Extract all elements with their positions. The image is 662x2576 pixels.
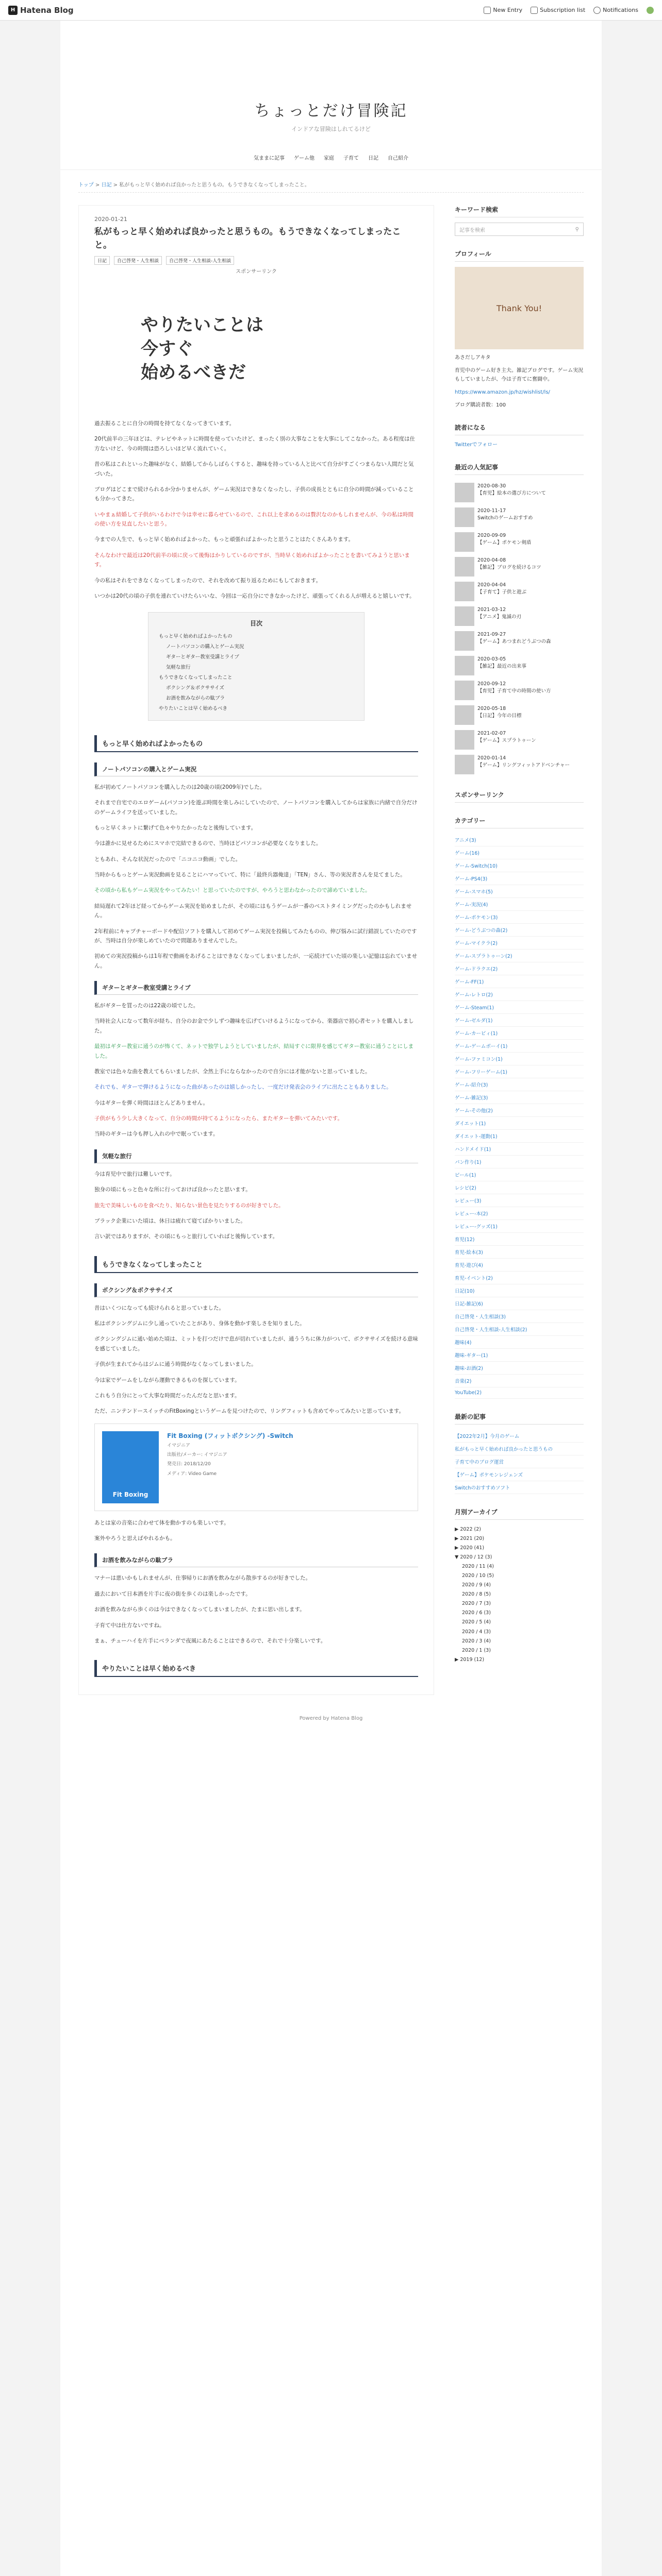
recent-item[interactable]: 2020-11-17 Switchのゲームおすすめ	[455, 505, 584, 530]
nav-item[interactable]: 自己紹介	[388, 156, 408, 161]
list-icon	[531, 7, 538, 14]
category-item[interactable]: ゲーム-フリーゲーム(1)	[455, 1065, 584, 1078]
subsection-heading: お酒を飲みながらの駄ブラ	[94, 1553, 418, 1567]
avatar[interactable]	[647, 7, 654, 14]
breadcrumb-cat[interactable]: 日記	[101, 182, 112, 188]
category-item[interactable]: ゲーム-Steam(1)	[455, 1001, 584, 1014]
sidebar	[455, 205, 584, 1695]
category-item[interactable]: ゲーム-レトロ(2)	[455, 988, 584, 1001]
nav-item[interactable]: 子育て	[343, 156, 359, 161]
footer: Powered by Hatena Blog	[299, 1716, 363, 1722]
thumbnail	[455, 606, 474, 626]
archive-item[interactable]: 2020 / 9 (4)	[462, 1582, 491, 1588]
category-item[interactable]: 趣味-お酒(2)	[455, 1362, 584, 1375]
breadcrumb-top[interactable]: トップ	[78, 182, 94, 188]
archive-item[interactable]: 2020 / 6 (3)	[462, 1610, 491, 1616]
sponsored-label: スポンサーリンク	[236, 269, 277, 275]
latest-item[interactable]: 私がもっと早く始めれば良かったと思うもの	[455, 1443, 584, 1455]
blog-description: インドアな冒険はしれてるけど	[291, 126, 371, 132]
breadcrumb-current: 私がもっと早く始めれば良かったと思うもの。もうできなくなってしまったこと。	[119, 182, 310, 188]
category-item[interactable]: ゲーム(16)	[455, 846, 584, 859]
category-item[interactable]: ゲーム-ドラクエ(2)	[455, 962, 584, 975]
archive-item[interactable]: ▼ 2020 / 12 (3)	[455, 1554, 492, 1561]
category-item[interactable]: 育児(12)	[455, 1233, 584, 1246]
thumbnail	[455, 656, 474, 675]
entry: 2020-01-21 私がもっと早く始めれば良かったと思うもの。もうできなくなってしまったこと。 日記 自己啓発・人生相談 自己啓発・人生相談-人生相談 スポンサーリンク やりたいことは 今すぐ 始めるべきだ 過去振ることに自分の時間を持てなくなってきています。 20代前半の三年ほどは、テレビやネットに時間を使っていたけど、まったく別の大事なことを大事にしてこなかった。ある程度は仕方ないけど、今の時間は恐ろしいほど早く流れていく。 昔の私はこれといった趣味がなく、結婚してからしばらくすると、趣味を持っている人と比べて自分がすごくつまらない人間だと気づいた。 ブログはどこまで続けられるか分かりませんが、ゲーム実況はできなくなったし、子供の成長とともに自分の時間が減っていることも分かってきた。 いやまぁ結婚して子供がいるわけで今は幸せに暮らせているので、これ以上を求めるのは贅沢なのかもしれませんが、今の私は時間の使い方を見直したいと思う。 今までの人生で、もっと早く始めればよかった、もっと頑張ればよかったと思うことはたくさんあります。 そんなわけで最近は20代前半の頃に戻って後悔はかりしているのですが、当時早く始めればよかったことを書いてみようと思います。 今の私はそれをできなくなってしまったので、それを改めて振り返るためにもしておきます。 いつかは20代の頃の子供を連れていけたらいいな、今回は一応自分にできなかったけど、頑張ってくれる人が増えると嬉しいです。 目次 もっと早く始めればよかったもの ノートパソコンの購入とゲーム実況 ギターとギター教室受講とライブ 気軽な旅行 もうできなくなってしまったこと ボクシング＆ボクササイズ お酒を飲みながらの駄ブラ やりたいことは早く始めるべき もっと早く始めればよかったもの ノートパソコンの購入とゲーム実況 私が初めてノートパソコンを購入したのは20歳の頃(2009年)でした。 それまで自宅でのエロゲーム(パソコン)を遊ぶ時間を楽しみにしていたので、ノートパソコンを購入してからは家族に内緒で自分だけのゲームライフを送っていました。 もっと早くネットに繋げて色々やりたかったなと後悔しています。 今は誰かに見せるためにスマホで完結できるので、当時ほどパソコンが必要なくなりました。 ともあれ、そんな状況だったので「ニコニコ動画」でした。 当時からもっとゲーム実況動画を見ることにハマっていて、特に「最終兵器俺達」「TEN」さん、等の実況者さんを見てました。 その頃から私もゲーム実況をやってみたい！と思っていたのですが、やろうと思わなかったので諦めていました。 結局遅れて2年ほど経ってからゲーム実況を始めましたが、その頃にはもうゲームが一番のベストタイミングだったのかもしれません。 2年程前にキャプチャーボードや配信ソフトを購入して初めてゲーム実況を投稿してみたものの、伸び悩みに試行錯誤していたのですが、当時は自分が楽しめていたので問題ありませんでした。 初めての実況投稿からは1年程で動画をあげることはできなくなってしまいましたが、一応続けていた頃の楽しい記憶は忘れていません。 ギターとギター教室受講とライブ 私がギターを買ったのは22歳の頃でした。 当時社会人になって数年が経ち、自分のお金で少しずつ趣味を広げていけるようになってから、楽器店で初心者セットを購入しました。 最初はギター教室に通うのが怖くて、ネットで独学しようとしていましたが、結局すぐに限界を感じてギター教室に通うことにしました。 教室では色々な曲を教えてもらいましたが、全然上手にならなかったので自分には才能がないと思っていました。 それでも、ギターで弾けるようになった曲があったのは嬉しかったし、一度だけ発表会のライブに出たこともありました。 今はギターを弾く時間はほとんどありません。 子供がもう少し大きくなって、自分の時間が持てるようになったら、またギターを弾いてみたいです。 当時のギターは今も押し入れの中で眠っています。 気軽な旅行 今は育児中で旅行は難しいです。 独身の頃にもっと色々な所に行っておけば良かったと思います。 旅先で美味しいものを食べたり、知らない景色を見たりするのが好きでした。 ブラック企業にいた頃は、休日は疲れて寝てばかりいました。 言い訳ではありますが、その頃にもっと旅行していればと後悔しています。 もうできなくなってしまったこと ボクシング＆ボクササイズ 昔はいくつになっても続けられると思っていました。 私はボクシングジムに少し通っていたことがあり、身体を動かす楽しさを知りました。 ボクシングジムに通い始めた頃は、ミットを打つだけで息が切れていましたが、通ううちに体力がついて、ボクササイズを続ける意味を感じていました。 子供が生まれてからはジムに通う時間がなくなってしまいました。 今は家でゲームをしながら運動できるものを探しています。 これもう自分にとって大事な時間だったんだなと思います。 ただ、ニンテンドースイッチのFitBoxingというゲームを見つけたので、リングフィットも含めてやってみたいと思っています。 Fit Boxing Fit Boxing (フィットボクシング) -Switch イマジニア 出版社/メーカー: イマジニア 発売日: 2018/12/20 メディア: Video Game あとは家の音楽に合わせて体を動かすのも楽しいです。 案外やろうと思えばやれるかも。 お酒を飲みながらの駄ブラ マナーは悪いかもしれませんが、仕事帰りにお酒を飲みながら散歩するのが好きでした。 過去において日本酒を片手に夜の街を歩くのは楽しかったです。 お酒を飲みながら歩くのは今はできなくなってしまいましたが、たまに思い出します。 子育て中は仕方ないですね。 まぁ、チューハイを片手にベランダで夜風にあたることはできるので、それで十分楽しいです。 やりたいことは早く始めるべき	[78, 205, 434, 1695]
category-item[interactable]: ゲーム-雑記(3)	[455, 1091, 584, 1104]
category-item[interactable]: ゲーム-その他(2)	[455, 1104, 584, 1117]
hatena-logo-icon: H	[8, 6, 18, 15]
entry-categories	[94, 256, 418, 265]
thumbnail	[455, 532, 474, 552]
toc-item[interactable]: ノートパソコンの購入とゲーム実況	[166, 644, 244, 650]
category-item[interactable]: ゲーム-マイクラ(2)	[455, 937, 584, 950]
subscription-link[interactable]: Subscription list	[531, 7, 585, 14]
nav-item[interactable]: 家庭	[324, 156, 334, 161]
category-tag[interactable]: 自己啓発・人生相談	[114, 256, 162, 265]
thumbnail	[455, 681, 474, 700]
category-item[interactable]: レシピ(2)	[455, 1181, 584, 1194]
blog-container	[60, 21, 602, 2576]
thumbnail	[455, 507, 474, 527]
latest-item[interactable]: 【2022年2月】今月のゲーム	[455, 1430, 584, 1443]
category-item[interactable]: 育児-遊び(4)	[455, 1259, 584, 1272]
category-item[interactable]: レビュー(3)	[455, 1194, 584, 1207]
category-item[interactable]: ダイエット-運動(1)	[455, 1130, 584, 1143]
category-item[interactable]: ゲーム-FF(1)	[455, 975, 584, 988]
recent-item[interactable]: 2021-09-27 【ゲーム】あつまれどうぶつの森	[455, 629, 584, 653]
sidebar-sponsored: スポンサーリンク	[455, 790, 584, 803]
search-title: キーワード検索	[455, 205, 584, 217]
toc-item[interactable]: ギターとギター教室受講とライブ	[166, 654, 239, 660]
category-item[interactable]: パン作り(1)	[455, 1156, 584, 1168]
archive-item[interactable]: 2020 / 4 (3)	[462, 1629, 491, 1635]
search-input[interactable]: 記事を検索 ⚲	[455, 223, 584, 236]
hatena-header	[0, 0, 662, 21]
product-image: Fit Boxing	[102, 1431, 159, 1503]
breadcrumb: トップ > 日記 > 私がもっと早く始めれば良かったと思うもの。もうできなくなってしまったこと。	[78, 180, 584, 193]
recent-item[interactable]: 2020-03-05 【雑記】最近の出来事	[455, 653, 584, 678]
latest-item[interactable]: 【ゲーム】ポケモンレジェンズ	[455, 1468, 584, 1481]
archive-item[interactable]: 2020 / 7 (3)	[462, 1601, 491, 1607]
toc-item[interactable]: もっと早く始めればよかったもの	[159, 634, 233, 640]
categories-title: カテゴリー	[455, 816, 584, 828]
search-icon[interactable]: ⚲	[575, 226, 579, 232]
category-item[interactable]: ゲーム-ゼルダ(1)	[455, 1014, 584, 1027]
category-item[interactable]: ゲーム-PS4(3)	[455, 872, 584, 885]
toc-title: 目次	[250, 620, 262, 628]
reader-count: ブログ購読者数：100	[455, 402, 506, 408]
subsection-heading: ギターとギター教室受講とライブ	[94, 981, 418, 995]
pencil-icon	[484, 7, 491, 14]
category-item[interactable]: ゲーム-ポケモン(3)	[455, 911, 584, 924]
entry-date[interactable]: 2020-01-21	[94, 216, 127, 223]
category-item[interactable]: 育児-イベント(2)	[455, 1272, 584, 1284]
thumbnail	[455, 631, 474, 651]
recent-item[interactable]: 2020-09-12 【育児】子育て中の時間の使い方	[455, 678, 584, 703]
thumbnail	[455, 483, 474, 502]
thumbnail	[455, 705, 474, 725]
new-entry-link[interactable]: New Entry	[484, 7, 522, 14]
profile-image: Thank You!	[455, 267, 584, 349]
category-item[interactable]: 趣味-ギター(1)	[455, 1349, 584, 1362]
nav-item[interactable]: 気ままに記事	[254, 156, 285, 161]
archive-list	[455, 1525, 584, 1665]
product-title[interactable]: Fit Boxing (フィットボクシング) -Switch	[167, 1432, 293, 1439]
profile-link[interactable]: https://www.amazon.jp/hz/wishlist/ls/	[455, 389, 550, 395]
entry-title[interactable]: 私がもっと早く始めれば良かったと思うもの。もうできなくなってしまったこと。	[94, 227, 401, 250]
category-item[interactable]: 自己啓発・人生相談-人生相談(2)	[455, 1323, 584, 1336]
toc-item[interactable]: やりたいことは早く始めるべき	[159, 705, 228, 711]
category-item[interactable]: レビュー-本(2)	[455, 1207, 584, 1220]
category-item[interactable]: ゲーム-カービィ(1)	[455, 1027, 584, 1040]
category-item[interactable]: 日記-雑記(6)	[455, 1297, 584, 1310]
product-card[interactable]: Fit Boxing Fit Boxing (フィットボクシング) -Switch イマジニア 出版社/メーカー: イマジニア 発売日: 2018/12/20 メディア: Video Game	[94, 1423, 418, 1511]
recent-item[interactable]: 2020-08-30 【育児】絵本の選び方について	[455, 480, 584, 505]
toc-item[interactable]: お酒を飲みながらの駄ブラ	[166, 695, 225, 701]
category-item[interactable]: 育児-絵本(3)	[455, 1246, 584, 1259]
toc-item[interactable]: ボクシング＆ボクササイズ	[166, 685, 224, 691]
archive-item[interactable]: 2020 / 10 (5)	[462, 1573, 494, 1579]
recent-item[interactable]: 2020-04-08 【雑記】ブログを続けるコツ	[455, 554, 584, 579]
table-of-contents	[148, 612, 365, 721]
archive-item[interactable]: 2020 / 5 (4)	[462, 1619, 491, 1625]
archive-item[interactable]: 2020 / 11 (4)	[462, 1564, 494, 1570]
archive-title: 月別アーカイブ	[455, 1507, 584, 1520]
twitter-follow[interactable]: Twitterでフォロー	[455, 442, 498, 448]
section-heading: もっと早く始めればよかったもの	[94, 735, 418, 752]
latest-item[interactable]: 子育て中のブログ運営	[455, 1455, 584, 1468]
recent-item[interactable]: 2020-01-14 【ゲーム】リングフィットアドベンチャー	[455, 752, 584, 777]
readers-title: 読者になる	[455, 423, 584, 435]
category-item[interactable]: ゲーム-紹介(3)	[455, 1078, 584, 1091]
category-tag[interactable]: 日記	[94, 256, 110, 265]
profile-text: 育児中のゲーム好き主夫。雑記ブログです。ゲーム実況もしていましたが、今は子育てに奮闘中。	[455, 368, 584, 382]
nav-item[interactable]: ゲーム他	[294, 156, 315, 161]
category-item[interactable]: ゲーム-どうぶつの森(2)	[455, 924, 584, 937]
section-heading: やりたいことは早く始めるべき	[94, 1660, 418, 1677]
archive-item[interactable]: ▶ 2019 (12)	[455, 1656, 485, 1663]
category-item[interactable]: 趣味(4)	[455, 1336, 584, 1349]
category-item[interactable]: 日記(10)	[455, 1284, 584, 1297]
latest-item[interactable]: Switchのおすすめソフト	[455, 1481, 584, 1494]
recent-item[interactable]: 2020-09-09 【ゲーム】ポケモン剣盾	[455, 530, 584, 554]
profile-title: プロフィール	[455, 249, 584, 262]
main-column	[78, 205, 434, 1695]
notifications-link[interactable]: Notifications	[593, 7, 638, 14]
section-heading: もうできなくなってしまったこと	[94, 1256, 418, 1273]
archive-item[interactable]: ▶ 2020 (41)	[455, 1545, 485, 1551]
latest-title: 最新の記事	[455, 1412, 584, 1425]
category-item[interactable]: YouTube(2)	[455, 1387, 584, 1399]
thumbnail	[455, 755, 474, 774]
category-item[interactable]: ビール(1)	[455, 1168, 584, 1181]
recent-item[interactable]: 2020-05-18 【日記】今年の目標	[455, 703, 584, 727]
subsection-heading: ボクシング＆ボクササイズ	[94, 1283, 418, 1297]
category-item[interactable]: ゲーム-Switch(10)	[455, 859, 584, 872]
recent-item[interactable]: 2020-04-04 【子育て】子供と遊ぶ	[455, 579, 584, 604]
recent-title: 最近の人気記事	[455, 463, 584, 475]
category-item[interactable]: ゲーム-実況(4)	[455, 898, 584, 911]
category-item[interactable]: ゲーム-スプラトゥーン(2)	[455, 950, 584, 962]
archive-item[interactable]: ▶ 2021 (20)	[455, 1536, 485, 1542]
subsection-heading: ノートパソコンの購入とゲーム実況	[94, 762, 418, 776]
thumbnail	[455, 582, 474, 601]
latest-list	[455, 1430, 584, 1494]
category-item[interactable]: ゲーム-ファミコン(1)	[455, 1053, 584, 1065]
archive-item[interactable]: 2020 / 8 (5)	[462, 1591, 491, 1598]
recent-item[interactable]: 2021-03-12 【アニメ】鬼滅の刃	[455, 604, 584, 629]
global-nav	[60, 154, 602, 170]
thumbnail	[455, 730, 474, 750]
category-item[interactable]: アニメ(3)	[455, 834, 584, 846]
toc-item[interactable]: 気軽な旅行	[166, 665, 191, 671]
recent-list	[455, 480, 584, 777]
category-item[interactable]: ゲーム-ゲームボーイ(1)	[455, 1040, 584, 1053]
category-item[interactable]: 自己啓発・人生相談(3)	[455, 1310, 584, 1323]
archive-item[interactable]: 2020 / 1 (3)	[462, 1647, 491, 1653]
nav-item[interactable]: 日記	[368, 156, 378, 161]
recent-item[interactable]: 2021-02-07 【ゲーム】スプラトゥーン	[455, 727, 584, 752]
bell-icon	[593, 7, 601, 14]
archive-item[interactable]: ▶ 2022 (2)	[455, 1527, 481, 1532]
category-list	[455, 834, 584, 1399]
category-tag[interactable]: 自己啓発・人生相談-人生相談	[166, 256, 234, 265]
category-item[interactable]: 音楽(2)	[455, 1375, 584, 1387]
hatena-logo[interactable]: H Hatena Blog	[8, 6, 74, 15]
category-item[interactable]: ダイエット(1)	[455, 1117, 584, 1130]
category-item[interactable]: レビュー-グッズ(1)	[455, 1220, 584, 1233]
thumbnail	[455, 557, 474, 577]
subsection-heading: 気軽な旅行	[94, 1149, 418, 1163]
toc-item[interactable]: もうできなくなってしまったこと	[159, 675, 233, 681]
category-item[interactable]: ゲーム-スマホ(5)	[455, 885, 584, 898]
blog-title[interactable]: ちょっとだけ冒険記	[254, 102, 408, 120]
category-item[interactable]: ハンドメイド(1)	[455, 1143, 584, 1156]
eyecatch-image: やりたいことは 今すぐ 始めるべきだ	[94, 290, 418, 409]
archive-item[interactable]: 2020 / 3 (4)	[462, 1638, 491, 1644]
profile-name[interactable]: あさだしアキタ	[455, 355, 491, 361]
